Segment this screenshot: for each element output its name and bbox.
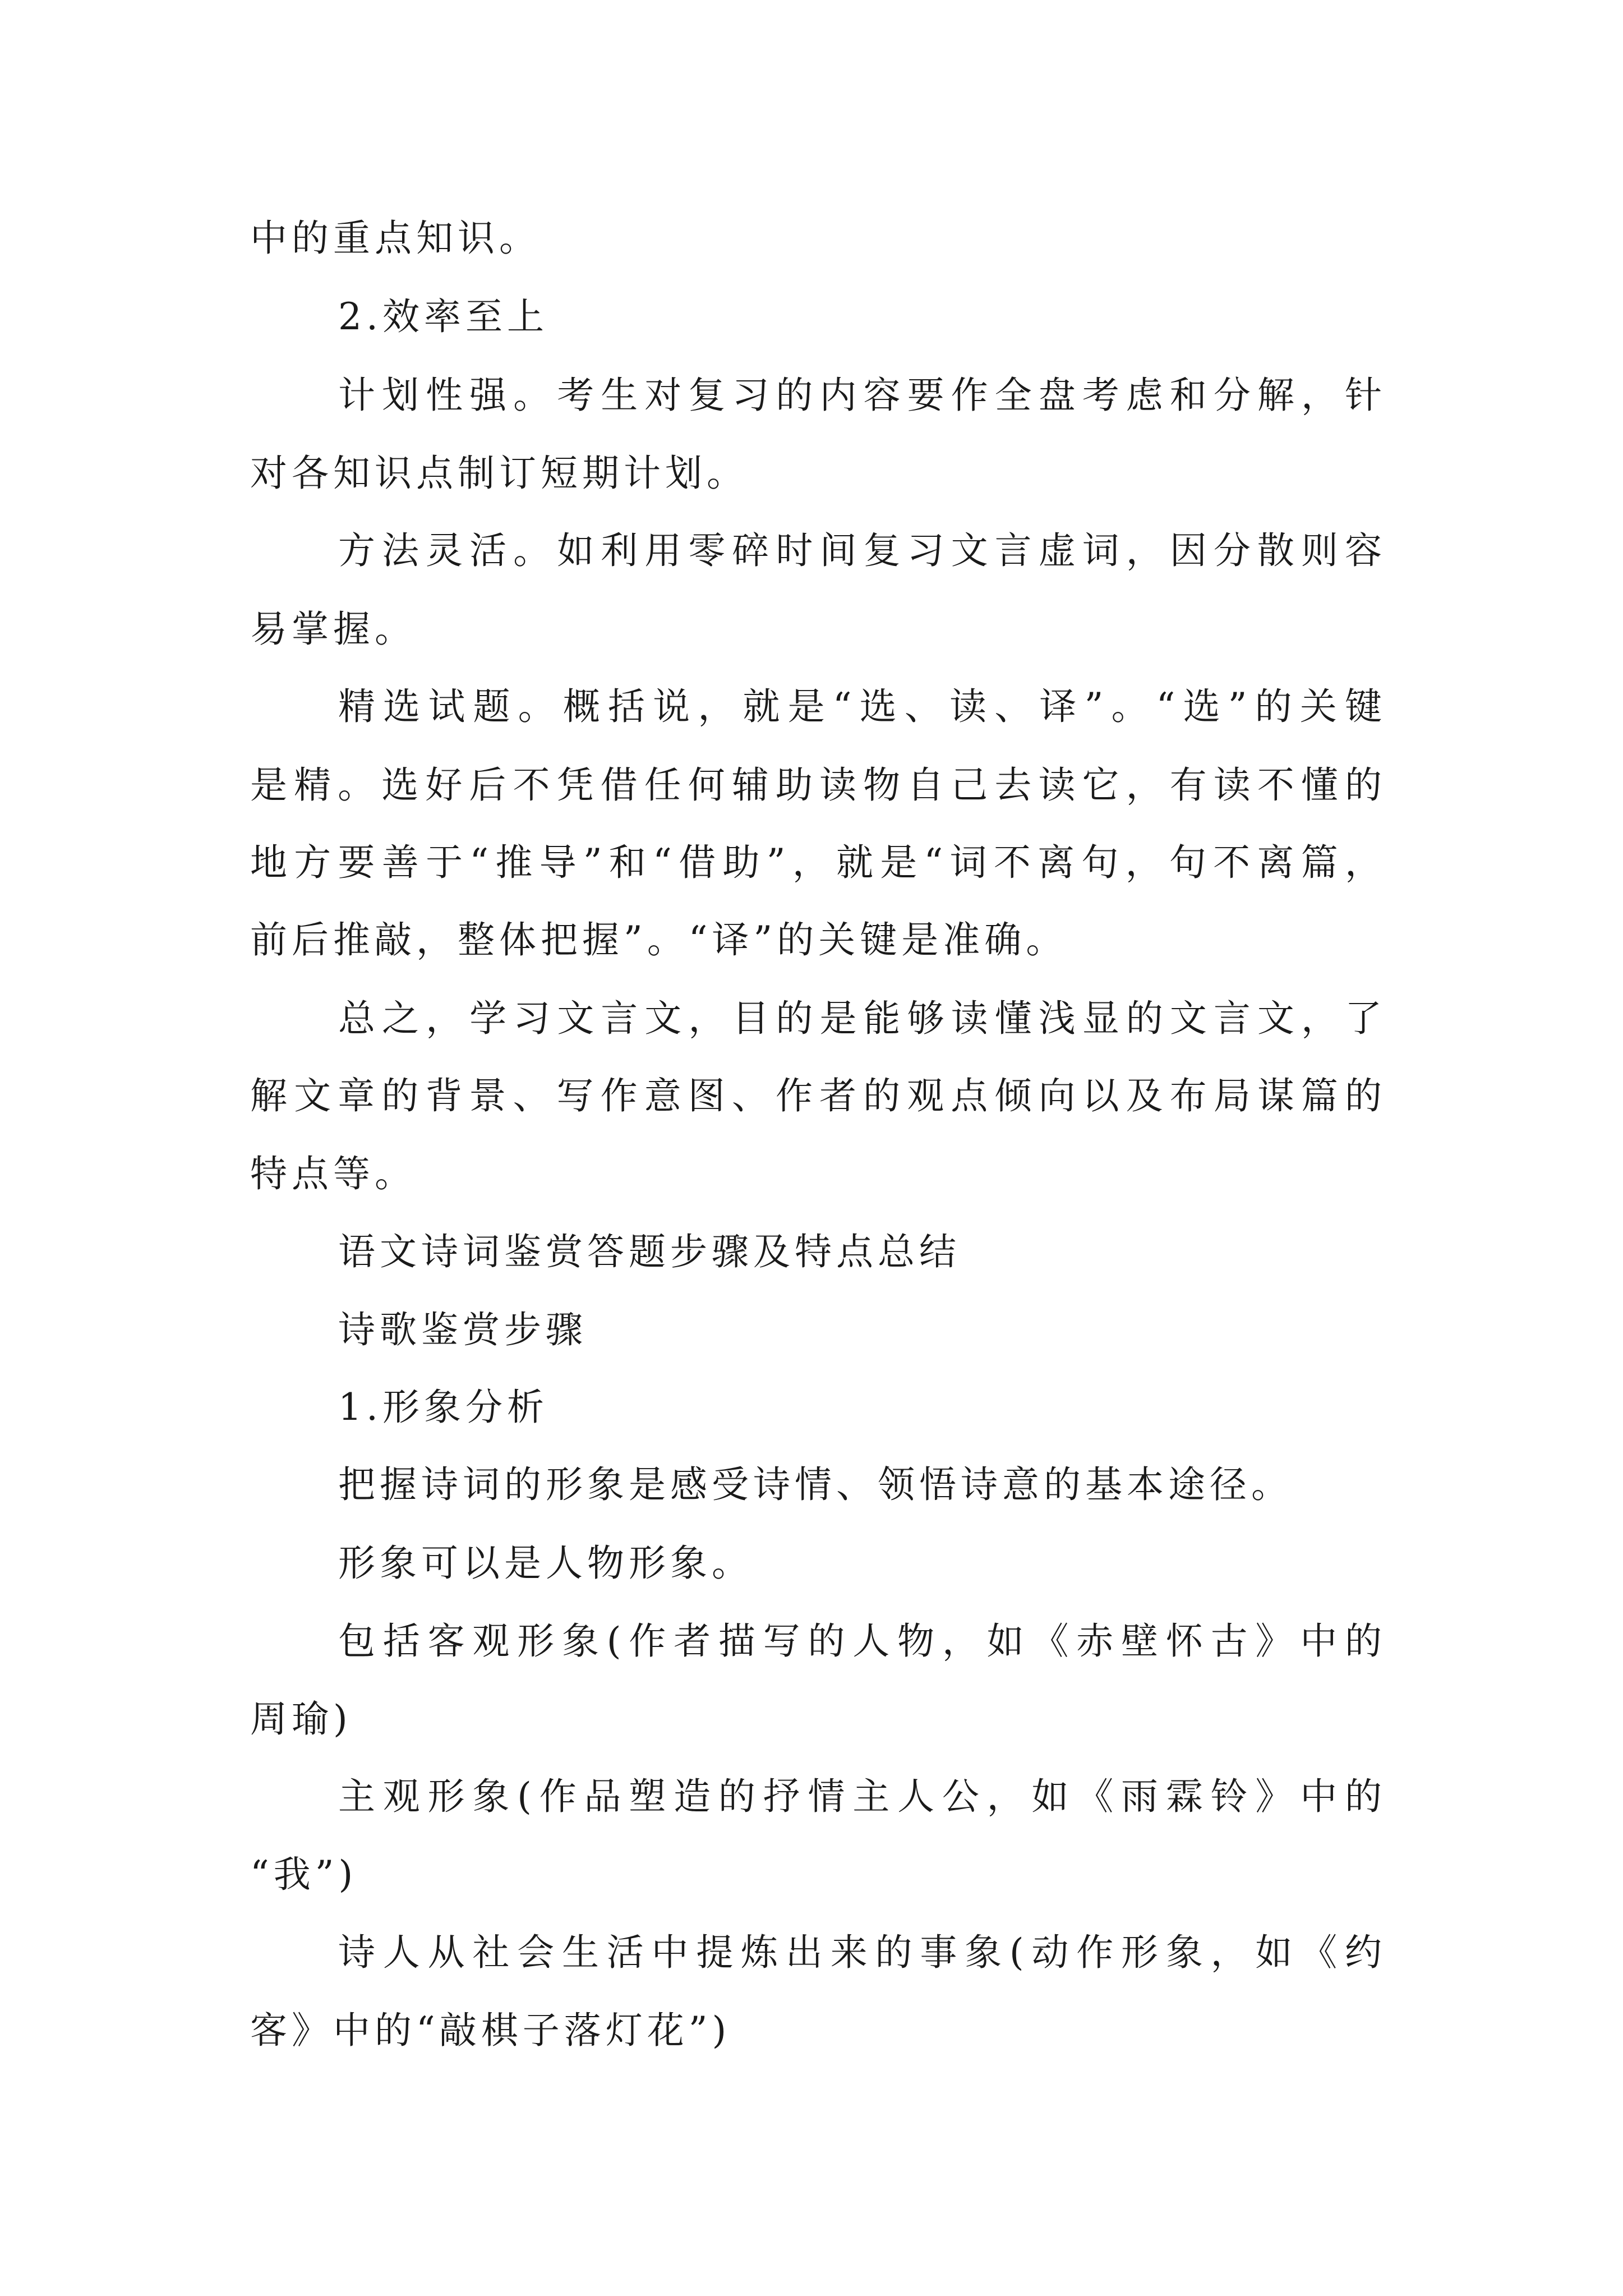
text-line: 总之，学习文言文，目的是能够读懂浅显的文言文，了 — [338, 997, 1382, 1040]
text-line: 是精。选好后不凭借任何辅助读物自己去读它，有读不懂的 — [250, 763, 1382, 807]
text-line: 包括客观形象(作者描写的人物，如《赤壁怀古》中的 — [338, 1619, 1382, 1663]
text-line: 地方要善于“推导”和“借助”，就是“词不离句，句不离篇， — [250, 841, 1382, 884]
text-line: “我”) — [250, 1853, 358, 1896]
text-line: 中的重点知识。 — [250, 217, 541, 260]
text-line: 特点等。 — [250, 1152, 416, 1195]
text-line: 解文章的背景、写作意图、作者的观点倾向以及布局谋篇的 — [250, 1074, 1382, 1117]
text-line: 精选试题。概括说，就是“选、读、译”。“选”的关键 — [338, 685, 1382, 728]
text-line: 前后推敲，整体把握”。“译”的关键是准确。 — [250, 918, 1068, 961]
text-line: 计划性强。考生对复习的内容要作全盘考虑和分解，针 — [338, 374, 1382, 417]
section-heading: 2.效率至上 — [338, 295, 548, 338]
text-line: 诗人从社会生活中提炼出来的事象(动作形象，如《约 — [338, 1931, 1382, 1974]
section-title: 语文诗词鉴赏答题步骤及特点总结 — [338, 1230, 961, 1273]
text-line: 客》中的“敲棋子落灯花”) — [250, 2009, 731, 2052]
subsection-title: 诗歌鉴赏步骤 — [338, 1308, 587, 1351]
text-line: 把握诗词的形象是感受诗情、领悟诗意的基本途径。 — [338, 1463, 1293, 1506]
section-heading: 1.形象分析 — [338, 1386, 548, 1429]
text-line: 对各知识点制订短期计划。 — [250, 452, 748, 495]
text-line: 主观形象(作品塑造的抒情主人公，如《雨霖铃》中的 — [338, 1775, 1382, 1818]
text-line: 方法灵活。如利用零碎时间复习文言虚词，因分散则容 — [338, 529, 1382, 572]
text-line: 形象可以是人物形象。 — [338, 1542, 753, 1585]
text-line: 易掌握。 — [250, 608, 416, 651]
text-line: 周瑜) — [250, 1697, 352, 1741]
